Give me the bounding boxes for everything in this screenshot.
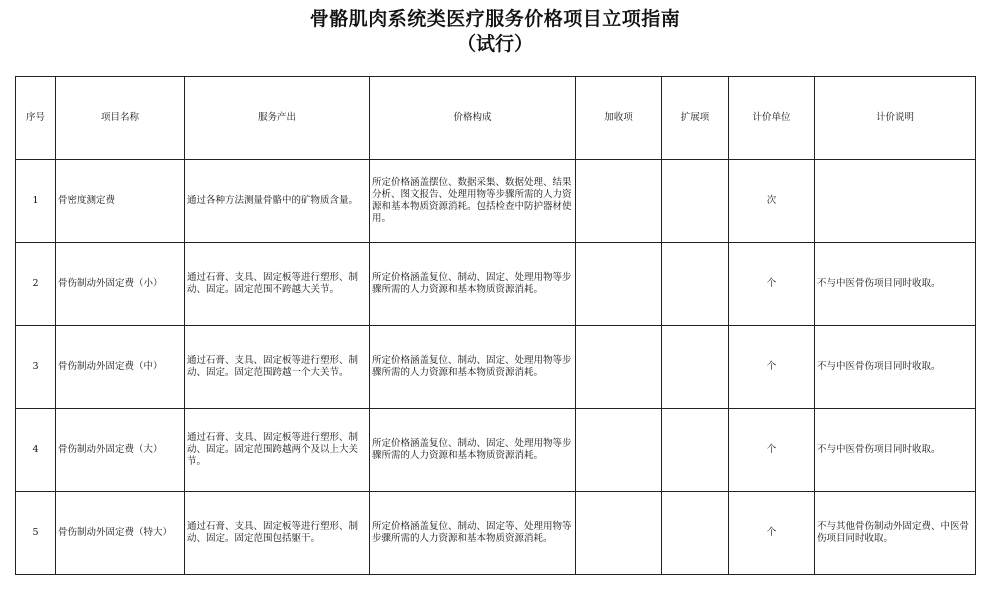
document-title: 骨骼肌肉系统类医疗服务价格项目立项指南: [309, 8, 681, 30]
header-extension: 扩展项: [662, 77, 729, 160]
cell-pricing-unit: 个: [729, 243, 815, 326]
cell-service-output: 通过石膏、支具、固定板等进行塑形、制动、固定。固定范围包括躯干。: [185, 492, 370, 575]
cell-surcharge: [576, 409, 662, 492]
cell-surcharge: [576, 492, 662, 575]
cell-no: 4: [16, 409, 56, 492]
cell-item-name: 骨伤制动外固定费（大）: [56, 409, 185, 492]
cell-surcharge: [576, 243, 662, 326]
cell-pricing-unit: 个: [729, 492, 815, 575]
cell-pricing-note: 不与中医骨伤项目同时收取。: [815, 326, 976, 409]
header-item-name: 项目名称: [56, 77, 185, 160]
cell-service-output: 通过石膏、支具、固定板等进行塑形、制动、固定。固定范围不跨越大关节。: [185, 243, 370, 326]
cell-extension: [662, 160, 729, 243]
cell-no: 3: [16, 326, 56, 409]
cell-price-composition: 所定价格涵盖复位、制动、固定、处理用物等步骤所需的人力资源和基本物质资源消耗。: [370, 243, 576, 326]
header-pricing-unit: 计价单位: [729, 77, 815, 160]
header-service-output: 服务产出: [185, 77, 370, 160]
cell-price-composition: 所定价格涵盖复位、制动、固定、处理用物等步骤所需的人力资源和基本物质资源消耗。: [370, 409, 576, 492]
cell-pricing-note: 不与中医骨伤项目同时收取。: [815, 243, 976, 326]
cell-service-output: 通过各种方法测量骨骼中的矿物质含量。: [185, 160, 370, 243]
cell-extension: [662, 243, 729, 326]
cell-item-name: 骨伤制动外固定费（中）: [56, 326, 185, 409]
cell-surcharge: [576, 160, 662, 243]
cell-price-composition: 所定价格涵盖复位、制动、固定、处理用物等步骤所需的人力资源和基本物质资源消耗。: [370, 326, 576, 409]
cell-price-composition: 所定价格涵盖摆位、数据采集、数据处理、结果分析、图文报告、处理用物等步骤所需的人力资源和基本物质资源消耗。包括检查中防护器材使用。: [370, 160, 576, 243]
cell-item-name: 骨密度测定费: [56, 160, 185, 243]
document-subtitle: （试行）: [456, 33, 533, 55]
cell-pricing-unit: 次: [729, 160, 815, 243]
table-header-row: [16, 77, 976, 160]
cell-no: 2: [16, 243, 56, 326]
cell-extension: [662, 326, 729, 409]
cell-extension: [662, 409, 729, 492]
cell-item-name: 骨伤制动外固定费（小）: [56, 243, 185, 326]
header-price-composition: 价格构成: [370, 77, 576, 160]
cell-pricing-note: [815, 160, 976, 243]
header-surcharge: 加收项: [576, 77, 662, 160]
cell-item-name: 骨伤制动外固定费（特大）: [56, 492, 185, 575]
cell-pricing-note: 不与中医骨伤项目同时收取。: [815, 409, 976, 492]
table-row: [16, 326, 976, 409]
cell-pricing-unit: 个: [729, 326, 815, 409]
cell-surcharge: [576, 326, 662, 409]
table-row: [16, 243, 976, 326]
cell-pricing-unit: 个: [729, 409, 815, 492]
cell-extension: [662, 492, 729, 575]
cell-pricing-note: 不与其他骨伤制动外固定费、中医骨伤项目同时收取。: [815, 492, 976, 575]
cell-service-output: 通过石膏、支具、固定板等进行塑形、制动、固定。固定范围跨越一个大关节。: [185, 326, 370, 409]
price-items-table: [15, 76, 976, 575]
cell-no: 5: [16, 492, 56, 575]
table-row: [16, 492, 976, 575]
cell-price-composition: 所定价格涵盖复位、制动、固定等、处理用物等步骤所需的人力资源和基本物质资源消耗。: [370, 492, 576, 575]
header-pricing-note: 计价说明: [815, 77, 976, 160]
table-row: [16, 160, 976, 243]
cell-no: 1: [16, 160, 56, 243]
table-row: [16, 409, 976, 492]
cell-service-output: 通过石膏、支具、固定板等进行塑形、制动、固定。固定范围跨越两个及以上大关节。: [185, 409, 370, 492]
header-no: 序号: [16, 77, 56, 160]
